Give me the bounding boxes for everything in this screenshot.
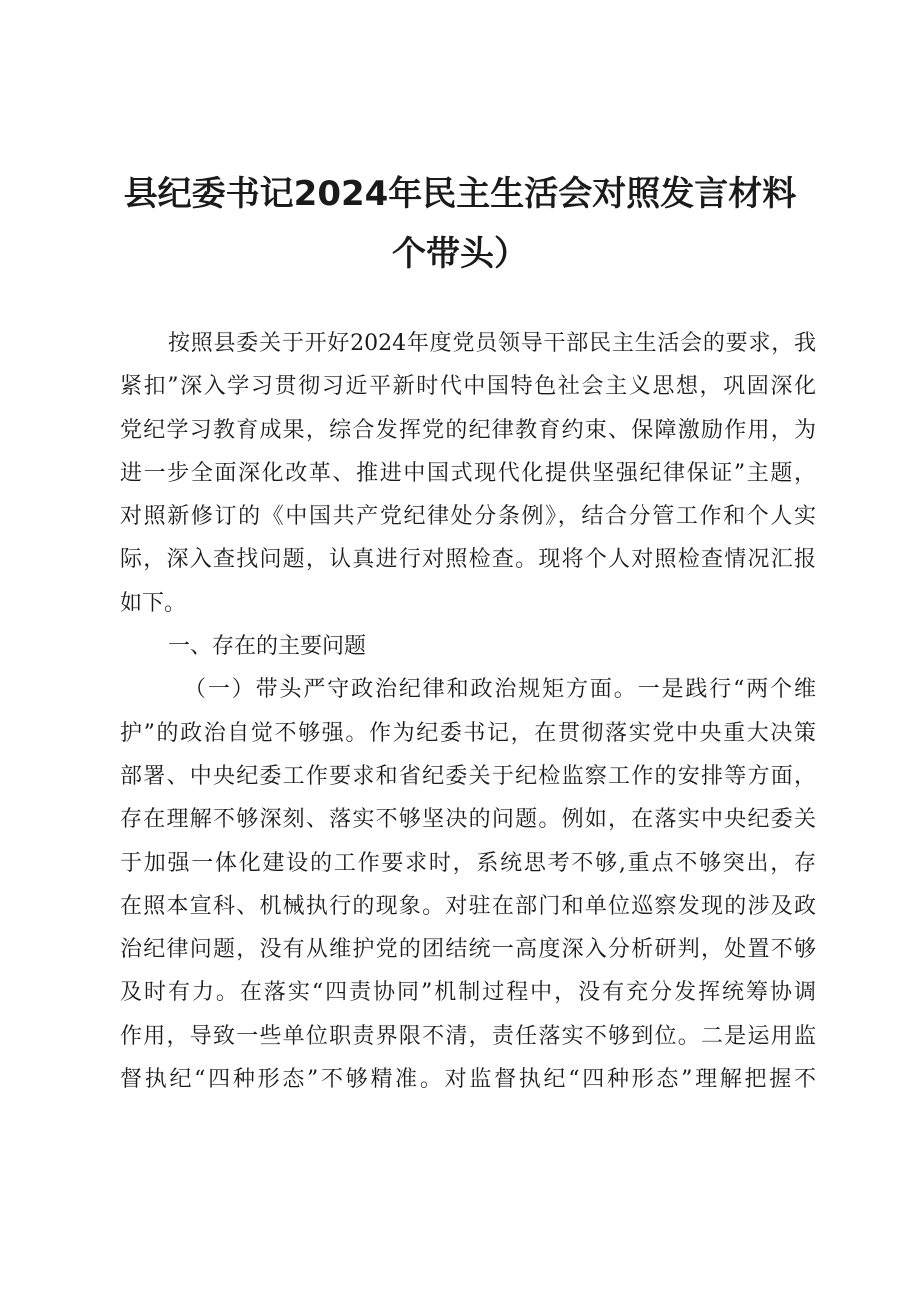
- section-line: 在照本宣科、机械执行的现象。对驻在部门和单位巡察发现的涉及政: [120, 893, 816, 919]
- section-heading: 一、存在的主要问题: [168, 634, 367, 660]
- intro-line: 际，深入查找问题，认真进行对照检查。现将个人对照检查情况汇报: [120, 547, 816, 573]
- intro-line: 对照新修订的《中国共产党纪律处分条例》，结合分管工作和个人实: [120, 504, 816, 530]
- document-title-line-1: 县纪委书记2024年民主生活会对照发言材料: [123, 174, 797, 214]
- section-line: （一）带头严守政治纪律和政治规矩方面。一是践行“两个维: [184, 677, 816, 703]
- section-line: 督执纪“四种形态”不够精准。对监督执纪“四种形态”理解把握不: [120, 1067, 816, 1093]
- section-line: 于加强一体化建设的工作要求时，系统思考不够,重点不够突出，存: [120, 850, 816, 876]
- intro-line: 按照县委关于开好2024年度党员领导干部民主生活会的要求，我: [168, 331, 816, 356]
- section-line: 护”的政治自觉不够强。作为纪委书记，在贯彻落实党中央重大决策: [120, 720, 816, 746]
- section-line: 治纪律问题，没有从维护党的团结统一高度深入分析研判，处置不够: [120, 937, 816, 963]
- document-title-line-2: 个带头）: [392, 234, 528, 274]
- intro-line: 如下。: [120, 590, 187, 616]
- section-line: 及时有力。在落实“四责协同”机制过程中，没有充分发挥统筹协调: [120, 980, 816, 1006]
- intro-line: 紧扣”深入学习贯彻习近平新时代中国特色社会主义思想，巩固深化: [120, 374, 816, 400]
- section-line: 部署、中央纪委工作要求和省纪委关于纪检监察工作的安排等方面，: [120, 763, 816, 789]
- intro-line: 进一步全面深化改革、推进中国式现代化提供坚强纪律保证”主题，: [120, 460, 816, 486]
- intro-line: 党纪学习教育成果，综合发挥党的纪律教育约束、保障激励作用，为: [120, 417, 816, 443]
- section-line: 作用，导致一些单位职责界限不清，责任落实不够到位。二是运用监: [120, 1023, 816, 1049]
- section-line: 存在理解不够深刻、落实不够坚决的问题。例如，在落实中央纪委关: [120, 807, 816, 833]
- document-body: [120, 322, 816, 1101]
